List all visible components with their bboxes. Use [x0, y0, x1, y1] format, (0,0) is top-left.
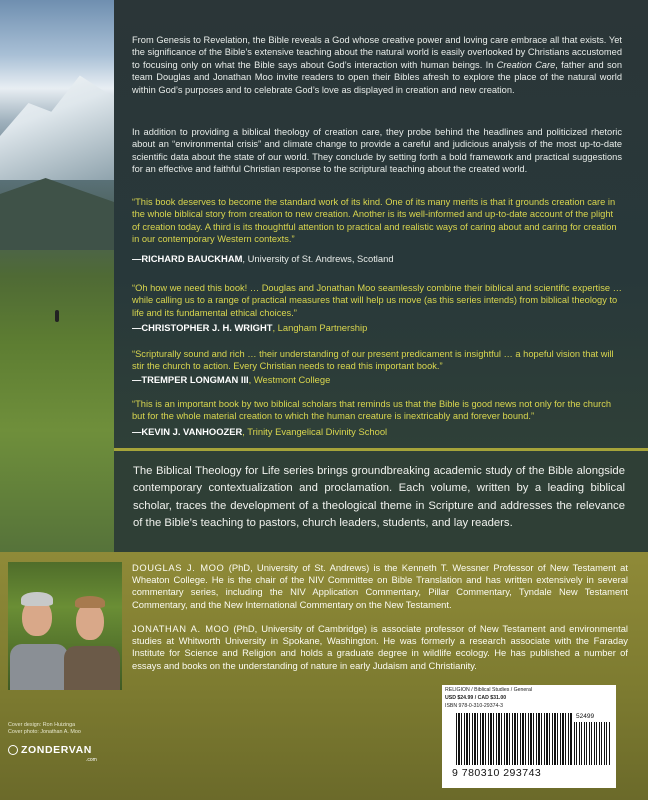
endorsement-attribution: —TREMPER LONGMAN III, Westmont College	[132, 374, 331, 385]
publisher-logo: ZONDERVAN	[8, 744, 92, 756]
snowy-peak	[0, 70, 114, 180]
endorsement-attribution: —RICHARD BAUCKHAM, University of St. Andrews, Scotland	[132, 253, 394, 264]
mountain-landscape-photo	[0, 0, 114, 552]
barcode-bars	[456, 713, 572, 765]
bisac-category: RELIGION / Biblical Studies / General	[445, 687, 533, 693]
endorsement-quote: “This is an important book by two biblical scholars that reminds us that the Bible is good news not only for the church but for the whole material creation to which the human creature is inextricably and forever bound.”	[132, 399, 612, 422]
author-hair	[75, 596, 105, 608]
price-addon-number: 52499	[576, 713, 595, 720]
description-paragraph-1: From Genesis to Revelation, the Bible reveals a God whose creative power and loving care embrace all that exists. Yet the significance of the Bible’s extensive teaching about the natural world is easily overlooked by Christians accustomed to focusing only on what the Bible says about God’s interaction with human beings. In Creation Care, father and son team Douglas and Jonathan Moo invite readers to open their Bibles afresh to explore the place of the natural world within God’s purposes and to celebrate God’s love as displayed in creation and new creation.	[132, 35, 622, 95]
author-hair	[21, 592, 53, 606]
barcode-box	[442, 685, 616, 788]
zondervan-logo-icon	[8, 745, 18, 755]
author-shirt	[64, 646, 120, 690]
hiker-figure	[55, 310, 59, 322]
price-label: USD $24.99 / CAD $31.00	[445, 695, 507, 701]
endorsement-quote: “Oh how we need this book! … Douglas and Jonathan Moo seamlessly combine their biblical and scientific expertise … while calling us to a range of practical measures that will help us move (as this series intends) from biblical theology to life and its fundamental ethical choices.”	[132, 283, 622, 318]
description-paragraph-2: In addition to providing a biblical theology of creation care, they probe behind the headlines and politicized rhetoric about an “environmental crisis” and climate change to provide a careful and judicious analysis of the most up-to-date scientific data about the state of our world. They conclude by setting forth a bold framework and practical suggestions for an effective and faithful Christian response to the scriptural teaching about the created world.	[132, 127, 622, 175]
endorsement-quote: “This book deserves to become the standard work of its kind. One of its many merits is that it grounds creation care in the whole biblical story from creation to new creation. Another is its well-informed and up-to-date account of the plight of creation today. A third is its thoughtful attention to practical and realistic ways of caring about and caring for creation in our contemporary Western contexts.”	[132, 197, 617, 245]
endorsement-quote: “Scripturally sound and rich … their understanding of our present predicament is insightful … a hopeful vision that will stir the church to action. Every Christian needs to read this important book.”	[132, 349, 614, 372]
author-bio-jonathan: JONATHAN A. MOO (PhD, University of Cambridge) is associate professor of New Testament and environmental studies at Whitworth University in Spokane, Washington. He was formerly a research associate with the Faraday Institute for Science and Religion and holds a graduate degree in wildlife ecology. He has published a number of essays and books on the understanding of nature in early Judaism and Christianity.	[132, 623, 628, 671]
publisher-url-suffix: .com	[86, 757, 97, 763]
endorsement-attribution: —CHRISTOPHER J. H. WRIGHT, Langham Partnership	[132, 322, 368, 333]
barcode-number: 9 780310 293743	[452, 767, 542, 779]
mountain-ridge	[0, 170, 114, 250]
authors-photo	[8, 562, 122, 690]
series-description: The Biblical Theology for Life series brings groundbreaking academic study of the Bible alongside contemporary contextualization and proclamation. Each volume, written by a leading biblical scholar, traces the development of a theological theme in Scripture and addresses the relevance of the Bible’s teaching to pastors, church leaders, students, and lay readers.	[133, 465, 625, 529]
cover-credits: Cover design: Ron Huizinga Cover photo: Jonathan A. Moo	[8, 722, 81, 735]
author-shirt	[10, 644, 68, 690]
endorsement-attribution: —KEVIN J. VANHOOZER, Trinity Evangelical Divinity School	[132, 426, 388, 437]
author-bio-douglas: DOUGLAS J. MOO (PhD, University of St. Andrews) is the Kenneth T. Wessner Professor of New Testament at Wheaton College. He is the chair of the NIV Committee on Bible Translation and has written extensively in several commentary series, including the NIV Application Commentary, Pillar Commentary, Tyndale New Testament Commentary, and the New International Commentary on the New Testament.	[132, 562, 629, 610]
divider-rule	[114, 448, 648, 451]
book-title-italic: Creation Care	[496, 59, 556, 70]
isbn-label: ISBN 978-0-310-29374-3	[445, 703, 503, 709]
price-addon-bars	[574, 722, 610, 765]
